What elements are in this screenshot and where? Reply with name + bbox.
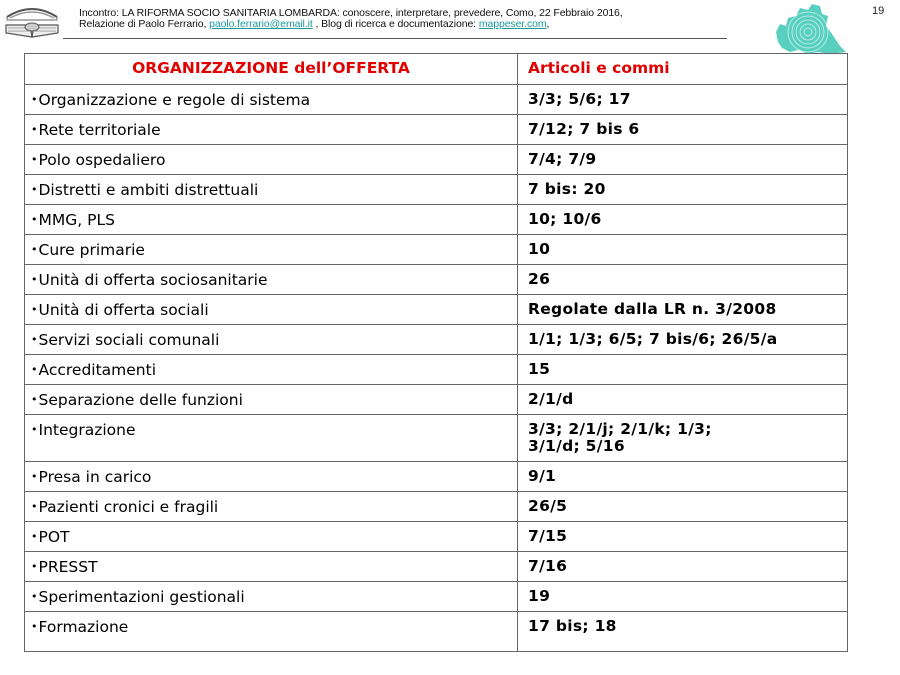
bullet-icon: • xyxy=(31,303,38,316)
bullet-icon: • xyxy=(31,363,38,376)
header-info xyxy=(79,8,623,30)
bullet-icon: • xyxy=(31,560,38,573)
column-header-topic: ORGANIZZAZIONE dell’OFFERTA xyxy=(25,54,518,85)
bullet-icon: • xyxy=(31,213,38,226)
table-row: •Pazienti cronici e fragili 26/5 xyxy=(25,492,848,522)
table-row: •Accreditamenti 15 xyxy=(25,355,848,385)
table-row: •Unità di offerta sociosanitarie 26 xyxy=(25,265,848,295)
bullet-icon: • xyxy=(31,530,38,543)
page-number: 19 xyxy=(872,5,885,17)
articles-table xyxy=(24,53,848,652)
header-line-1: Incontro: LA RIFORMA SOCIO SANITARIA LOMBARDA: conoscere, interpretare, prevedere, Como, 22 Febbraio 2016, xyxy=(79,7,623,19)
table-row: •Servizi sociali comunali 1/1; 1/3; 6/5; 7 bis/6; 26/5/a xyxy=(25,325,848,355)
bullet-icon: • xyxy=(31,183,38,196)
bullet-icon: • xyxy=(31,123,38,136)
table-row: •Polo ospedaliero 7/4; 7/9 xyxy=(25,145,848,175)
bullet-icon: • xyxy=(31,243,38,256)
table-row: •Sperimentazioni gestionali 19 xyxy=(25,582,848,612)
column-header-articles: Articoli e commi xyxy=(518,54,848,85)
table-row: •Formazione 17 bis; 18 xyxy=(25,612,848,652)
table-row: •Organizzazione e regole di sistema 3/3; 5/6; 17 xyxy=(25,85,848,115)
table-row: •PRESST 7/16 xyxy=(25,552,848,582)
bullet-icon: • xyxy=(31,620,38,633)
book-handshake-logo-icon xyxy=(3,3,61,41)
email-link[interactable]: paolo.ferrario@email.it xyxy=(209,18,313,30)
table-row: •Separazione delle funzioni 2/1/d xyxy=(25,385,848,415)
bullet-icon: • xyxy=(31,590,38,603)
bullet-icon: • xyxy=(31,273,38,286)
table-row: •Unità di offerta sociali Regolate dalla LR n. 3/2008 xyxy=(25,295,848,325)
bullet-icon: • xyxy=(31,423,38,436)
bullet-icon: • xyxy=(31,93,38,106)
table-row: •Rete territoriale 7/12; 7 bis 6 xyxy=(25,115,848,145)
bullet-icon: • xyxy=(31,333,38,346)
table-row: •MMG, PLS 10; 10/6 xyxy=(25,205,848,235)
bullet-icon: • xyxy=(31,393,38,406)
table-row: •Presa in carico 9/1 xyxy=(25,462,848,492)
table-row: •Integrazione 3/3; 2/1/j; 2/1/k; 1/3; 3/1/d; 5/16 xyxy=(25,415,848,462)
table-row: •Cure primarie 10 xyxy=(25,235,848,265)
bullet-icon: • xyxy=(31,470,38,483)
bullet-icon: • xyxy=(31,153,38,166)
blog-link[interactable]: mappeser.com xyxy=(478,18,547,30)
table-row: •POT 7/15 xyxy=(25,522,848,552)
bullet-icon: • xyxy=(31,500,38,513)
lombardia-map-logo-icon xyxy=(768,2,848,56)
table-row: •Distretti e ambiti distrettuali 7 bis: 20 xyxy=(25,175,848,205)
header-line-2: Relazione di Paolo Ferrario, paolo.ferrario@email.it , Blog di ricerca e documentazione: mappeser.com, xyxy=(79,18,550,30)
table-header-row xyxy=(25,54,848,85)
header-divider xyxy=(63,38,727,39)
